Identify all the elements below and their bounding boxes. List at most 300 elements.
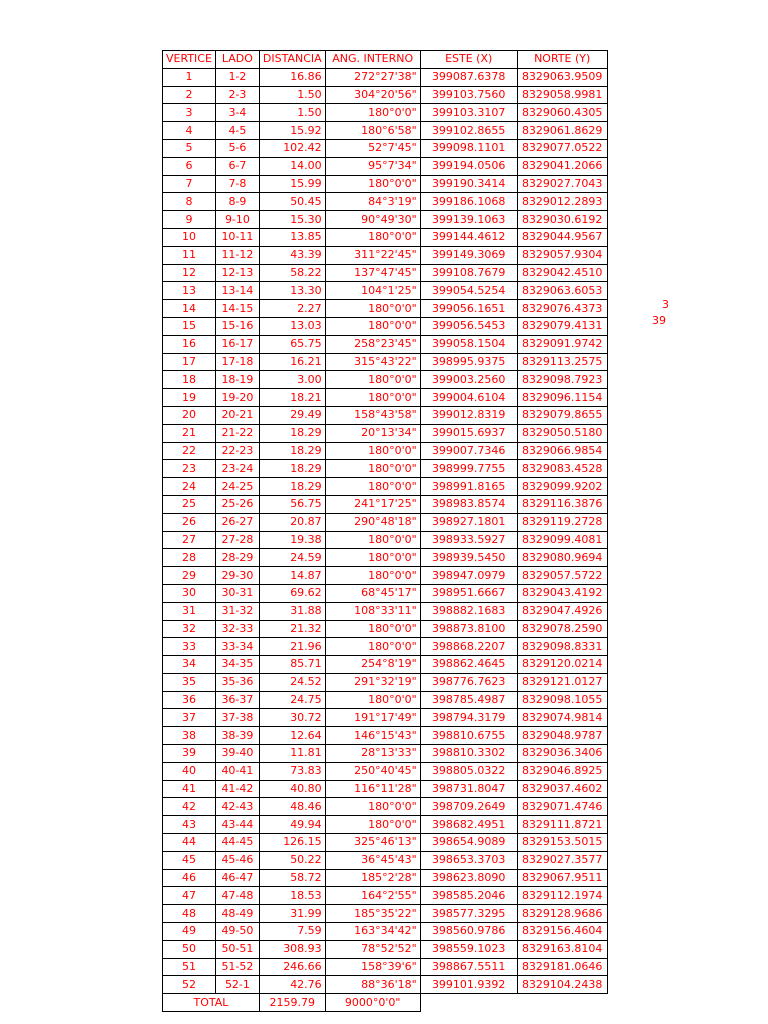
- cell-vertice: 25: [163, 495, 216, 513]
- cell-norte: 8329027.7043: [517, 175, 607, 193]
- cell-vertice: 19: [163, 389, 216, 407]
- cell-lado: 15-16: [215, 317, 259, 335]
- cell-distancia: 1.50: [259, 86, 325, 104]
- cell-este: 398933.5927: [420, 531, 517, 549]
- cell-distancia: 13.30: [259, 282, 325, 300]
- cell-distancia: 21.96: [259, 638, 325, 656]
- cell-este: 399149.3069: [420, 246, 517, 264]
- cell-vertice: 44: [163, 834, 216, 852]
- cell-este: 398947.0979: [420, 567, 517, 585]
- table-row: [163, 851, 608, 869]
- cell-vertice: 46: [163, 869, 216, 887]
- cell-norte: 8329104.2438: [517, 976, 607, 994]
- cell-este: 398810.6755: [420, 727, 517, 745]
- cell-lado: 50-51: [215, 940, 259, 958]
- cell-vertice: 35: [163, 673, 216, 691]
- cell-lado: 14-15: [215, 300, 259, 318]
- table-row: [163, 175, 608, 193]
- cell-vertice: 4: [163, 122, 216, 140]
- table-row: [163, 940, 608, 958]
- cell-vertice: 49: [163, 923, 216, 941]
- cell-lado: 7-8: [215, 175, 259, 193]
- cell-este: 399012.8319: [420, 406, 517, 424]
- cell-lado: 11-12: [215, 246, 259, 264]
- cell-lado: 28-29: [215, 549, 259, 567]
- table-row: [163, 656, 608, 674]
- cell-lado: 18-19: [215, 371, 259, 389]
- cell-norte: 8329096.1154: [517, 389, 607, 407]
- cell-angulo: 90°49'30": [325, 211, 420, 229]
- table-row: [163, 371, 608, 389]
- cell-angulo: 104°1'25": [325, 282, 420, 300]
- cell-angulo: 180°0'0": [325, 816, 420, 834]
- cell-distancia: 58.72: [259, 869, 325, 887]
- cell-lado: 46-47: [215, 869, 259, 887]
- cell-vertice: 10: [163, 228, 216, 246]
- cell-vertice: 22: [163, 442, 216, 460]
- cell-este: 399003.2560: [420, 371, 517, 389]
- table-row: [163, 531, 608, 549]
- cell-vertice: 33: [163, 638, 216, 656]
- cell-lado: 33-34: [215, 638, 259, 656]
- cell-lado: 4-5: [215, 122, 259, 140]
- cell-lado: 51-52: [215, 958, 259, 976]
- cell-norte: 8329048.9787: [517, 727, 607, 745]
- cell-angulo: 185°35'22": [325, 905, 420, 923]
- cell-este: 398560.9786: [420, 923, 517, 941]
- cell-angulo: 95°7'34": [325, 157, 420, 175]
- cell-distancia: 31.88: [259, 602, 325, 620]
- cell-vertice: 38: [163, 727, 216, 745]
- cell-este: 399194.0506: [420, 157, 517, 175]
- cell-distancia: 16.21: [259, 353, 325, 371]
- cell-lado: 44-45: [215, 834, 259, 852]
- cell-distancia: 14.87: [259, 567, 325, 585]
- survey-table: [162, 50, 608, 1012]
- cell-angulo: 52°7'45": [325, 139, 420, 157]
- cell-norte: 8329098.7923: [517, 371, 607, 389]
- cell-norte: 8329080.9694: [517, 549, 607, 567]
- cell-norte: 8329041.2066: [517, 157, 607, 175]
- cell-norte: 8329120.0214: [517, 656, 607, 674]
- table-row: [163, 264, 608, 282]
- cell-norte: 8329083.4528: [517, 460, 607, 478]
- cell-distancia: 24.52: [259, 673, 325, 691]
- cell-angulo: 36°45'43": [325, 851, 420, 869]
- table-row: [163, 424, 608, 442]
- cropped-text-fragment: 3: [662, 298, 669, 311]
- cell-angulo: 68°45'17": [325, 584, 420, 602]
- cell-norte: 8329044.9567: [517, 228, 607, 246]
- total-empty-este: [420, 994, 517, 1012]
- cell-angulo: 180°0'0": [325, 567, 420, 585]
- table-row: [163, 620, 608, 638]
- cell-angulo: 185°2'28": [325, 869, 420, 887]
- cell-distancia: 15.99: [259, 175, 325, 193]
- cell-lado: 45-46: [215, 851, 259, 869]
- cell-vertice: 51: [163, 958, 216, 976]
- table-row: [163, 139, 608, 157]
- cell-vertice: 52: [163, 976, 216, 994]
- cell-norte: 8329112.1974: [517, 887, 607, 905]
- cell-distancia: 7.59: [259, 923, 325, 941]
- table-row: [163, 495, 608, 513]
- cell-este: 398951.6667: [420, 584, 517, 602]
- cell-norte: 8329163.8104: [517, 940, 607, 958]
- cell-vertice: 36: [163, 691, 216, 709]
- table-row: [163, 834, 608, 852]
- cell-angulo: 20°13'34": [325, 424, 420, 442]
- header-lado: LADO: [215, 51, 259, 69]
- cell-distancia: 69.62: [259, 584, 325, 602]
- cell-angulo: 180°6'58": [325, 122, 420, 140]
- cell-este: 399103.7560: [420, 86, 517, 104]
- cell-este: 398776.7623: [420, 673, 517, 691]
- cell-norte: 8329057.5722: [517, 567, 607, 585]
- cell-distancia: 18.53: [259, 887, 325, 905]
- cell-distancia: 18.21: [259, 389, 325, 407]
- cell-este: 399186.1068: [420, 193, 517, 211]
- cell-vertice: 37: [163, 709, 216, 727]
- cell-angulo: 180°0'0": [325, 478, 420, 496]
- cell-vertice: 26: [163, 513, 216, 531]
- cell-norte: 8329099.4081: [517, 531, 607, 549]
- cell-distancia: 2.27: [259, 300, 325, 318]
- cell-este: 398653.3703: [420, 851, 517, 869]
- table-row: [163, 300, 608, 318]
- cell-distancia: 48.46: [259, 798, 325, 816]
- cell-este: 398868.2207: [420, 638, 517, 656]
- cell-lado: 47-48: [215, 887, 259, 905]
- cell-distancia: 308.93: [259, 940, 325, 958]
- cell-angulo: 116°11'28": [325, 780, 420, 798]
- cell-norte: 8329098.1055: [517, 691, 607, 709]
- cell-angulo: 180°0'0": [325, 531, 420, 549]
- cell-distancia: 20.87: [259, 513, 325, 531]
- cell-angulo: 84°3'19": [325, 193, 420, 211]
- cell-vertice: 21: [163, 424, 216, 442]
- cell-angulo: 88°36'18": [325, 976, 420, 994]
- cell-lado: 40-41: [215, 762, 259, 780]
- cell-este: 399058.1504: [420, 335, 517, 353]
- cell-distancia: 13.03: [259, 317, 325, 335]
- table-row: [163, 709, 608, 727]
- cell-distancia: 30.72: [259, 709, 325, 727]
- cell-norte: 8329091.9742: [517, 335, 607, 353]
- table-row: [163, 122, 608, 140]
- cell-este: 398785.4987: [420, 691, 517, 709]
- table-row: [163, 869, 608, 887]
- cell-lado: 10-11: [215, 228, 259, 246]
- cell-este: 398995.9375: [420, 353, 517, 371]
- cell-norte: 8329037.4602: [517, 780, 607, 798]
- cell-vertice: 15: [163, 317, 216, 335]
- cell-vertice: 20: [163, 406, 216, 424]
- cell-lado: 23-24: [215, 460, 259, 478]
- cell-este: 398794.3179: [420, 709, 517, 727]
- cell-norte: 8329077.0522: [517, 139, 607, 157]
- cell-vertice: 48: [163, 905, 216, 923]
- cell-angulo: 258°23'45": [325, 335, 420, 353]
- cell-distancia: 15.92: [259, 122, 325, 140]
- table-row: [163, 673, 608, 691]
- cell-norte: 8329067.9511: [517, 869, 607, 887]
- cell-distancia: 11.81: [259, 745, 325, 763]
- cell-vertice: 41: [163, 780, 216, 798]
- cell-vertice: 1: [163, 68, 216, 86]
- cell-norte: 8329060.4305: [517, 104, 607, 122]
- cell-angulo: 180°0'0": [325, 317, 420, 335]
- table-row: [163, 976, 608, 994]
- cell-distancia: 3.00: [259, 371, 325, 389]
- cell-angulo: 164°2'55": [325, 887, 420, 905]
- header-este: ESTE (X): [420, 51, 517, 69]
- cell-distancia: 50.22: [259, 851, 325, 869]
- cell-este: 398709.2649: [420, 798, 517, 816]
- cell-vertice: 29: [163, 567, 216, 585]
- cell-este: 399054.5254: [420, 282, 517, 300]
- cell-angulo: 78°52'52": [325, 940, 420, 958]
- cell-angulo: 180°0'0": [325, 460, 420, 478]
- cell-lado: 48-49: [215, 905, 259, 923]
- table-row: [163, 691, 608, 709]
- table-row: [163, 353, 608, 371]
- cell-lado: 34-35: [215, 656, 259, 674]
- cell-norte: 8329099.9202: [517, 478, 607, 496]
- cell-norte: 8329156.4604: [517, 923, 607, 941]
- table-row: [163, 478, 608, 496]
- table-row: [163, 745, 608, 763]
- cell-distancia: 42.76: [259, 976, 325, 994]
- cell-vertice: 28: [163, 549, 216, 567]
- header-distancia: DISTANCIA: [259, 51, 325, 69]
- cell-norte: 8329098.8331: [517, 638, 607, 656]
- cell-norte: 8329050.5180: [517, 424, 607, 442]
- cell-distancia: 73.83: [259, 762, 325, 780]
- cell-angulo: 290°48'18": [325, 513, 420, 531]
- cell-vertice: 5: [163, 139, 216, 157]
- cell-este: 398999.7755: [420, 460, 517, 478]
- cell-distancia: 246.66: [259, 958, 325, 976]
- cell-este: 398882.1683: [420, 602, 517, 620]
- table-row: [163, 762, 608, 780]
- cell-vertice: 6: [163, 157, 216, 175]
- cell-angulo: 180°0'0": [325, 549, 420, 567]
- cell-distancia: 43.39: [259, 246, 325, 264]
- header-ang-interno: ANG. INTERNO: [325, 51, 420, 69]
- cell-distancia: 85.71: [259, 656, 325, 674]
- cell-este: 398991.8165: [420, 478, 517, 496]
- cell-lado: 29-30: [215, 567, 259, 585]
- cell-vertice: 47: [163, 887, 216, 905]
- cell-angulo: 250°40'45": [325, 762, 420, 780]
- table-row: [163, 282, 608, 300]
- cell-lado: 8-9: [215, 193, 259, 211]
- cell-distancia: 24.59: [259, 549, 325, 567]
- cell-vertice: 31: [163, 602, 216, 620]
- cell-norte: 8329063.6053: [517, 282, 607, 300]
- cell-angulo: 191°17'49": [325, 709, 420, 727]
- cell-distancia: 29.49: [259, 406, 325, 424]
- cell-norte: 8329012.2893: [517, 193, 607, 211]
- table-row: [163, 513, 608, 531]
- cell-angulo: 315°43'22": [325, 353, 420, 371]
- cell-vertice: 17: [163, 353, 216, 371]
- cell-vertice: 30: [163, 584, 216, 602]
- cell-lado: 16-17: [215, 335, 259, 353]
- cell-vertice: 34: [163, 656, 216, 674]
- cell-vertice: 50: [163, 940, 216, 958]
- cell-norte: 8329128.9686: [517, 905, 607, 923]
- cell-distancia: 18.29: [259, 424, 325, 442]
- cell-distancia: 21.32: [259, 620, 325, 638]
- cell-lado: 5-6: [215, 139, 259, 157]
- cell-este: 398654.9089: [420, 834, 517, 852]
- cell-lado: 36-37: [215, 691, 259, 709]
- table-row: [163, 246, 608, 264]
- cell-lado: 52-1: [215, 976, 259, 994]
- cell-distancia: 49.94: [259, 816, 325, 834]
- table-row: [163, 905, 608, 923]
- cell-este: 399108.7679: [420, 264, 517, 282]
- cell-angulo: 108°33'11": [325, 602, 420, 620]
- table-row: [163, 638, 608, 656]
- cell-este: 398862.4645: [420, 656, 517, 674]
- cell-vertice: 39: [163, 745, 216, 763]
- cell-este: 398939.5450: [420, 549, 517, 567]
- cell-vertice: 3: [163, 104, 216, 122]
- cell-distancia: 102.42: [259, 139, 325, 157]
- cell-norte: 8329121.0127: [517, 673, 607, 691]
- table-row: [163, 442, 608, 460]
- cell-lado: 39-40: [215, 745, 259, 763]
- table-row: [163, 211, 608, 229]
- cell-norte: 8329079.4131: [517, 317, 607, 335]
- cell-este: 399004.6104: [420, 389, 517, 407]
- cell-lado: 49-50: [215, 923, 259, 941]
- cell-este: 399098.1101: [420, 139, 517, 157]
- cell-lado: 32-33: [215, 620, 259, 638]
- cell-lado: 22-23: [215, 442, 259, 460]
- cell-vertice: 27: [163, 531, 216, 549]
- cell-vertice: 16: [163, 335, 216, 353]
- table-row: [163, 958, 608, 976]
- cell-norte: 8329116.3876: [517, 495, 607, 513]
- table-row: [163, 406, 608, 424]
- cell-este: 399056.1651: [420, 300, 517, 318]
- cell-lado: 26-27: [215, 513, 259, 531]
- cell-norte: 8329078.2590: [517, 620, 607, 638]
- cell-angulo: 180°0'0": [325, 620, 420, 638]
- cell-distancia: 31.99: [259, 905, 325, 923]
- table-row: [163, 887, 608, 905]
- cell-este: 399007.7346: [420, 442, 517, 460]
- table-row: [163, 460, 608, 478]
- cell-vertice: 8: [163, 193, 216, 211]
- table-row: [163, 798, 608, 816]
- cell-lado: 17-18: [215, 353, 259, 371]
- total-empty-norte: [517, 994, 607, 1012]
- cell-norte: 8329042.4510: [517, 264, 607, 282]
- table-row: [163, 193, 608, 211]
- cell-angulo: 180°0'0": [325, 300, 420, 318]
- cell-distancia: 58.22: [259, 264, 325, 282]
- table-body: [163, 68, 608, 993]
- cell-norte: 8329119.2728: [517, 513, 607, 531]
- cell-distancia: 16.86: [259, 68, 325, 86]
- cell-distancia: 14.00: [259, 157, 325, 175]
- cell-angulo: 272°27'38": [325, 68, 420, 86]
- table-row: [163, 602, 608, 620]
- cell-angulo: 180°0'0": [325, 442, 420, 460]
- cell-angulo: 146°15'43": [325, 727, 420, 745]
- cell-este: 398559.1023: [420, 940, 517, 958]
- table-row: [163, 104, 608, 122]
- cell-lado: 2-3: [215, 86, 259, 104]
- header-vertice: VERTICE: [163, 51, 216, 69]
- cell-angulo: 137°47'45": [325, 264, 420, 282]
- cell-vertice: 23: [163, 460, 216, 478]
- cell-angulo: 180°0'0": [325, 228, 420, 246]
- cell-este: 398623.8090: [420, 869, 517, 887]
- cell-norte: 8329113.2575: [517, 353, 607, 371]
- cell-distancia: 65.75: [259, 335, 325, 353]
- total-distance: 2159.79: [259, 994, 325, 1012]
- cropped-text-fragment: 39: [652, 314, 666, 327]
- cell-angulo: 180°0'0": [325, 798, 420, 816]
- cell-este: 399139.1063: [420, 211, 517, 229]
- table-row: [163, 549, 608, 567]
- cell-este: 399015.6937: [420, 424, 517, 442]
- cell-angulo: 180°0'0": [325, 638, 420, 656]
- cell-vertice: 43: [163, 816, 216, 834]
- cell-distancia: 1.50: [259, 104, 325, 122]
- cell-vertice: 18: [163, 371, 216, 389]
- cell-norte: 8329058.9981: [517, 86, 607, 104]
- cell-vertice: 42: [163, 798, 216, 816]
- cell-lado: 41-42: [215, 780, 259, 798]
- cell-vertice: 7: [163, 175, 216, 193]
- cell-lado: 25-26: [215, 495, 259, 513]
- cell-angulo: 180°0'0": [325, 175, 420, 193]
- table-row: [163, 228, 608, 246]
- cell-este: 398927.1801: [420, 513, 517, 531]
- cell-angulo: 254°8'19": [325, 656, 420, 674]
- cell-este: 399087.6378: [420, 68, 517, 86]
- cell-vertice: 14: [163, 300, 216, 318]
- cell-distancia: 18.29: [259, 442, 325, 460]
- cell-norte: 8329043.4192: [517, 584, 607, 602]
- cell-distancia: 15.30: [259, 211, 325, 229]
- cell-angulo: 241°17'25": [325, 495, 420, 513]
- cell-norte: 8329111.8721: [517, 816, 607, 834]
- cell-angulo: 180°0'0": [325, 371, 420, 389]
- cell-este: 398577.3295: [420, 905, 517, 923]
- cell-angulo: 180°0'0": [325, 691, 420, 709]
- cell-angulo: 163°34'42": [325, 923, 420, 941]
- cell-distancia: 24.75: [259, 691, 325, 709]
- cell-norte: 8329057.9304: [517, 246, 607, 264]
- cell-este: 399103.3107: [420, 104, 517, 122]
- cell-este: 398873.8100: [420, 620, 517, 638]
- cell-distancia: 19.38: [259, 531, 325, 549]
- cell-distancia: 126.15: [259, 834, 325, 852]
- table-row: [163, 335, 608, 353]
- cell-angulo: 180°0'0": [325, 389, 420, 407]
- table-row: [163, 727, 608, 745]
- cell-angulo: 304°20'56": [325, 86, 420, 104]
- cell-este: 398682.4951: [420, 816, 517, 834]
